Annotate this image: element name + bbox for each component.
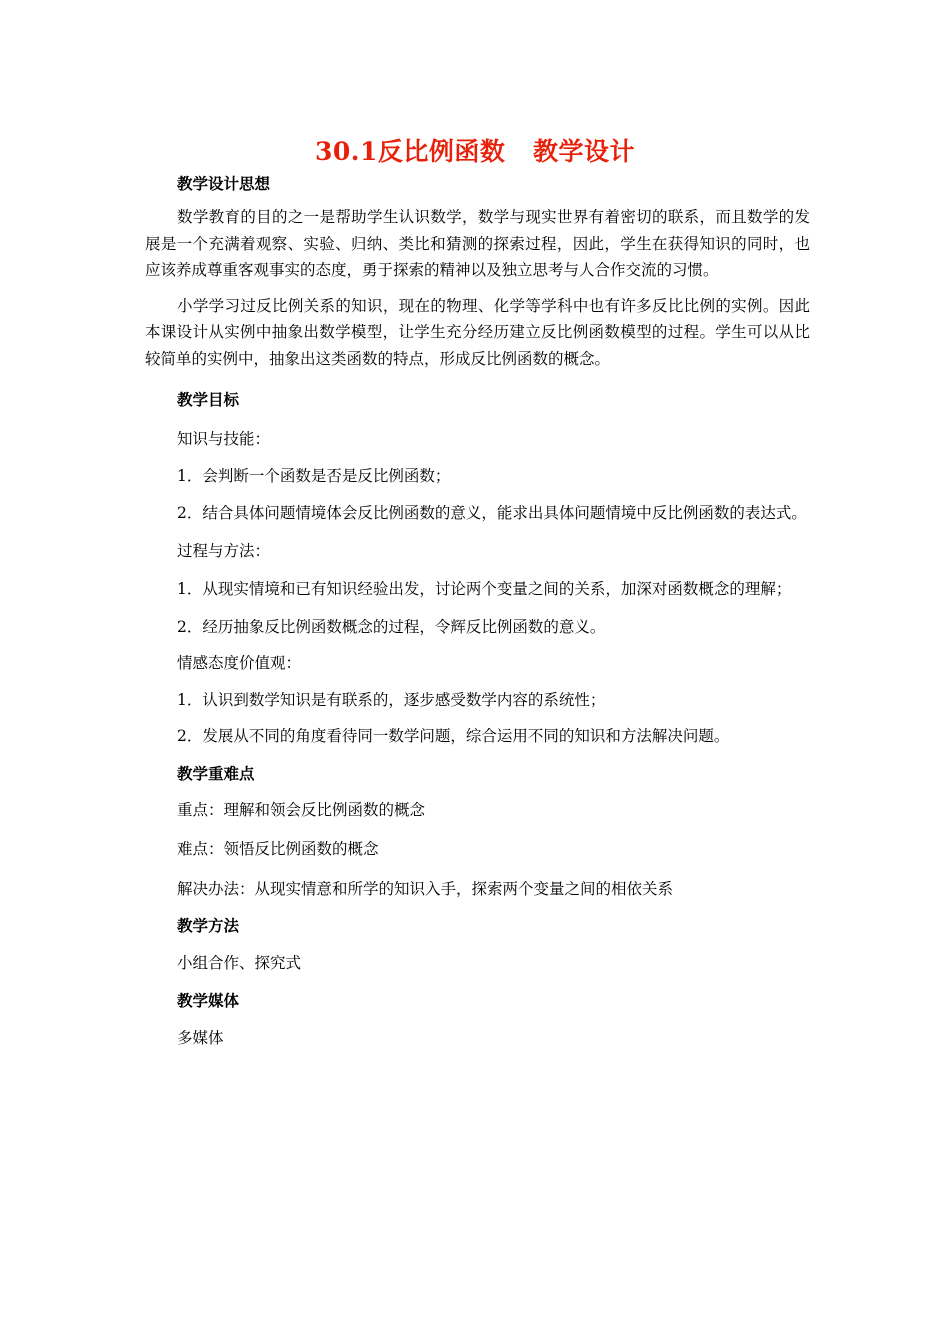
heading-goals: 教学目标 <box>177 390 240 409</box>
knowledge-label: 知识与技能： <box>177 430 271 448</box>
process-item-2: 2．经历抽象反比例函数概念的过程，令辉反比例函数的意义。 <box>177 617 606 636</box>
knowledge-item-2: 2．结合具体问题情境体会反比例函数的意义，能求出具体问题情境中反比例函数的表达式。 <box>177 504 807 522</box>
emotion-item-1: 1．认识到数学知识是有联系的，逐步感受数学内容的系统性； <box>177 690 606 709</box>
design-thought-paragraph-2: 小学学习过反比例关系的知识，现在的物理、化学等学科中也有许多反比比例的实例。因此本课设计从实例中抽象出数学模型，让学生充分经历建立反比例函数模型的过程。学生可以从比较简单的实例中，抽象出这类函数的特点，形成反比例函数的概念。 <box>145 296 810 368</box>
solution-method: 解决办法：从现实情意和所学的知识入手，探索两个变量之间的相依关系 <box>177 879 674 898</box>
heading-design-thought: 教学设计思想 <box>177 174 271 193</box>
document-title: 30.1反比例函数 教学设计 <box>314 137 635 166</box>
emotion-label: 情感态度价值观： <box>177 654 302 672</box>
method-text: 小组合作、探究式 <box>177 954 302 972</box>
heading-key-points: 教学重难点 <box>177 763 255 783</box>
knowledge-item-1: 1．会判断一个函数是否是反比例函数； <box>177 466 451 485</box>
difficult-point: 难点：领悟反比例函数的概念 <box>177 840 379 858</box>
document-body <box>145 174 810 1051</box>
heading-media: 教学媒体 <box>177 990 240 1010</box>
emotion-item-2: 2．发展从不同的角度看待同一数学问题，综合运用不同的知识和方法解决问题。 <box>177 727 730 745</box>
process-item-1: 1．从现实情境和已有知识经验出发，讨论两个变量之间的关系，加深对函数概念的理解； <box>177 579 792 598</box>
key-point: 重点：理解和领会反比例函数的概念 <box>177 800 426 819</box>
process-label: 过程与方法： <box>177 542 271 560</box>
heading-method: 教学方法 <box>177 916 240 935</box>
design-thought-paragraph-1: 数学教育的目的之一是帮助学生认识数学，数学与现实世界有着密切的联系，而且数学的发展是一个充满着观察、实验、归纳、类比和猜测的探索过程，因此，学生在获得知识的同时，也应该养成尊重客观事实的态度，勇于探索的精神以及独立思考与人合作交流的习惯。 <box>145 208 810 279</box>
media-text: 多媒体 <box>177 1028 224 1047</box>
